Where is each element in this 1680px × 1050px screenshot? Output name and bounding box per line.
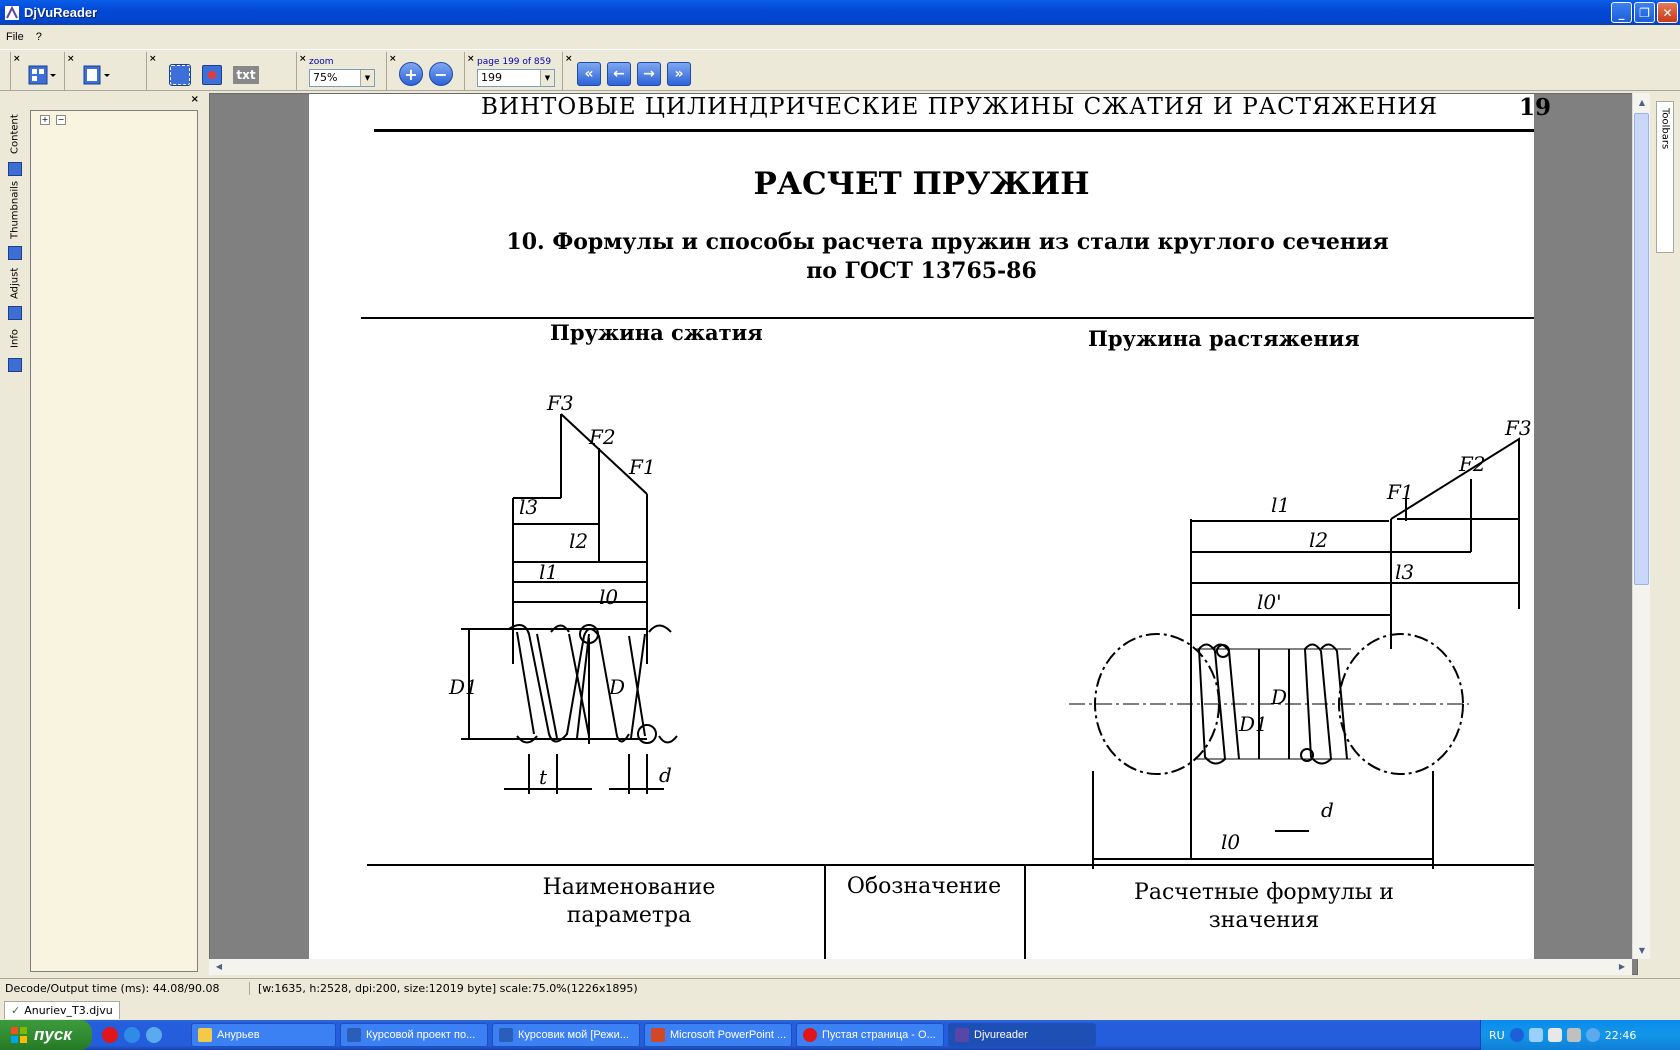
label-l0-prime: l0'	[1257, 590, 1282, 614]
expand-all-icon[interactable]: +	[41, 115, 49, 124]
label-f1: F1	[1387, 480, 1414, 504]
toolbar-close-mark[interactable]: ×	[67, 54, 75, 64]
document-viewer[interactable]	[209, 93, 1638, 975]
sidebar-close-icon[interactable]: ×	[190, 94, 199, 105]
page-number: 19	[1519, 94, 1552, 121]
tension-spring-drawing	[1009, 359, 1534, 879]
label-l2: l2	[569, 529, 589, 553]
left-arrow-icon: ←	[613, 66, 625, 82]
content-icon[interactable]	[8, 162, 22, 176]
page-value: 199	[481, 71, 502, 84]
table-top-rule	[361, 317, 1534, 319]
table-col-divider	[1024, 866, 1026, 959]
table-caption-line2: по ГОСТ 13765-86	[806, 258, 1037, 284]
running-head: ВИНТОВЫЕ ЦИЛИНДРИЧЕСКИЕ ПРУЖИНЫ СЖАТИЯ И РАСТЯЖЕНИЯ	[481, 94, 1438, 120]
label-f3: F3	[547, 391, 574, 415]
table-header-formulas: Расчетные формулы и значения	[1134, 880, 1394, 933]
task-label: Анурьев	[217, 1029, 260, 1041]
check-icon: ✓	[11, 1004, 21, 1017]
text-select-button[interactable]	[231, 62, 261, 88]
info-icon[interactable]	[8, 358, 22, 372]
label-d-outer: D	[1271, 685, 1288, 709]
task-label: Курсовой проект по...	[366, 1029, 476, 1041]
task-button[interactable]	[492, 1023, 640, 1047]
folder-icon	[198, 1028, 212, 1042]
task-label: Microsoft PowerPoint ...	[670, 1029, 787, 1041]
toolbar-group-zoom	[296, 52, 384, 90]
label-d-wire: d	[659, 763, 672, 787]
table-header-rule	[367, 864, 1534, 866]
toolbars-tab[interactable]	[1656, 101, 1674, 253]
task-label: Пустая страница - О...	[822, 1029, 936, 1041]
tension-spring-title: Пружина растяжения	[1088, 326, 1360, 351]
network-icon[interactable]	[1529, 1028, 1543, 1042]
system-tray	[1480, 1020, 1680, 1050]
label-l3: l3	[1395, 560, 1415, 584]
toolbar-group-layout	[10, 52, 62, 90]
first-page-button[interactable]	[577, 62, 601, 86]
decode-time: Decode/Output time (ms): 44.08/90.08	[0, 982, 250, 995]
close-button[interactable]: ✕	[1657, 2, 1678, 23]
sidebar-tabs	[4, 112, 26, 972]
window-title: DjVuReader	[24, 5, 98, 20]
zoom-label: zoom	[309, 57, 334, 67]
start-button[interactable]	[0, 1020, 92, 1050]
title-bar	[0, 0, 1680, 25]
label-f1: F1	[629, 455, 656, 479]
task-button[interactable]	[340, 1023, 488, 1047]
menu-file[interactable]: File	[6, 31, 24, 43]
toolbar-close-mark[interactable]: ×	[299, 54, 307, 64]
label-f3: F3	[1505, 416, 1532, 440]
plus-icon: +	[404, 64, 418, 84]
collapse-all-icon[interactable]: −	[57, 115, 65, 124]
toolbar-group-select	[146, 52, 274, 90]
table-caption-line1: 10. Формулы и способы расчета пружин из стали круглого сечения	[506, 229, 1389, 255]
document-tab[interactable]	[4, 1001, 120, 1019]
thumbnails-icon[interactable]	[8, 246, 22, 260]
label-l1: l1	[539, 560, 559, 584]
browser-icon[interactable]	[146, 1027, 162, 1043]
select-icon	[170, 65, 190, 85]
task-label: Djvureader	[974, 1029, 1028, 1041]
quick-launch	[92, 1027, 187, 1043]
page-label: page 199 of 859	[477, 57, 552, 67]
menu-bar	[0, 27, 1680, 47]
device-icon[interactable]	[1548, 1028, 1562, 1042]
start-label: пуск	[34, 1025, 72, 1044]
right-toolbar	[1650, 93, 1680, 975]
label-t: t	[539, 765, 548, 789]
label-f2: F2	[1459, 452, 1486, 476]
layout-icon	[27, 63, 57, 87]
toolbar	[0, 49, 1680, 91]
label-f2: F2	[589, 425, 616, 449]
taskbar	[0, 1020, 1680, 1050]
djvu-icon	[955, 1028, 969, 1042]
vertical-scrollbar[interactable]	[1632, 93, 1650, 959]
minus-icon: −	[434, 64, 448, 84]
task-button[interactable]	[644, 1023, 792, 1047]
toolbar-close-mark[interactable]: ×	[467, 54, 475, 64]
last-page-button[interactable]	[667, 62, 691, 86]
label-d-outer: D	[609, 675, 626, 699]
horizontal-scrollbar[interactable]	[209, 959, 1632, 975]
toolbar-group-zoom-buttons	[386, 52, 462, 90]
toolbar-group-pagenum	[464, 52, 560, 90]
restore-button[interactable]: ❐	[1634, 2, 1655, 23]
chevron-down-icon[interactable]: ▼	[540, 70, 554, 86]
next-page-button[interactable]	[637, 62, 661, 86]
task-button[interactable]	[796, 1023, 944, 1047]
label-l1: l1	[1271, 493, 1291, 517]
tab-adjust[interactable]: Adjust	[9, 267, 21, 299]
header-rule	[374, 129, 1534, 132]
scroll-down-icon[interactable]: ▼	[1638, 946, 1646, 955]
language-indicator[interactable]: RU	[1489, 1028, 1505, 1042]
volume-icon[interactable]	[1567, 1028, 1581, 1042]
toolbar-close-mark[interactable]: ×	[13, 54, 21, 64]
task-button[interactable]	[191, 1023, 336, 1047]
toolbars-label: Toolbars	[1659, 108, 1671, 150]
page-mode-button[interactable]	[79, 62, 113, 88]
scroll-up-icon[interactable]: ▲	[1638, 98, 1646, 107]
layout-button[interactable]	[25, 62, 59, 88]
tree-controls	[40, 115, 66, 125]
document-tabs	[0, 1000, 1680, 1020]
compression-spring-title: Пружина сжатия	[550, 320, 763, 345]
task-button-active[interactable]	[948, 1023, 1096, 1047]
windows-logo-icon	[10, 1026, 28, 1044]
prev-page-button[interactable]	[607, 62, 631, 86]
status-bar	[0, 978, 1680, 998]
toolbar-group-page	[64, 52, 144, 90]
snapshot-icon	[202, 65, 222, 85]
toolbar-close-mark[interactable]: ×	[149, 54, 157, 64]
label-d-wire: d	[1321, 798, 1334, 822]
snapshot-button[interactable]	[199, 62, 225, 88]
zoom-in-button[interactable]	[399, 62, 423, 86]
scroll-right-icon[interactable]: ▶	[1618, 962, 1626, 971]
scroll-left-icon[interactable]: ◀	[215, 962, 223, 971]
label-l0: l0	[1221, 830, 1241, 854]
text-icon: txt	[233, 66, 258, 84]
table-header-symbol: Обозначение	[846, 874, 1002, 899]
scroll-thumb[interactable]	[1634, 113, 1649, 585]
tab-info[interactable]: Info	[9, 329, 21, 349]
document-page	[309, 94, 1552, 959]
compression-spring-drawing	[449, 374, 719, 824]
menu-help[interactable]: ?	[35, 31, 42, 43]
label-l2: l2	[1309, 528, 1329, 552]
adjust-icon[interactable]	[8, 306, 22, 320]
tray-arrow-icon[interactable]	[1510, 1028, 1524, 1042]
table-col-divider	[824, 866, 826, 959]
label-l0: l0	[599, 585, 619, 609]
page-info: [w:1635, h:2528, dpi:200, size:12019 byte] scale:75.0%(1226x1895)	[258, 982, 638, 995]
security-icon[interactable]	[1586, 1028, 1600, 1042]
toolbar-close-mark[interactable]: ×	[565, 54, 573, 64]
page-heading: РАСЧЕТ ПРУЖИН	[753, 166, 1090, 202]
double-left-arrow-icon: «	[584, 66, 594, 82]
powerpoint-icon	[651, 1028, 665, 1042]
label-l3: l3	[519, 495, 539, 519]
document-tab-label: Anuriev_T3.djvu	[24, 1004, 113, 1017]
task-label: Курсовик мой [Режи...	[518, 1029, 629, 1041]
toolbar-group-nav	[562, 52, 702, 90]
chevron-down-icon[interactable]: ▼	[360, 70, 374, 86]
opera-icon[interactable]	[102, 1027, 118, 1043]
clock: 22:46	[1604, 1028, 1637, 1042]
page-select[interactable]	[477, 69, 555, 87]
zoom-select[interactable]	[309, 69, 375, 87]
double-right-arrow-icon: »	[674, 66, 684, 82]
tab-thumbnails[interactable]: Thumbnails	[9, 180, 21, 240]
label-d1: D1	[1239, 712, 1268, 736]
app-icon	[4, 5, 20, 21]
ie-icon[interactable]	[124, 1027, 140, 1043]
label-d1: D1	[449, 675, 478, 699]
toolbar-close-mark[interactable]: ×	[389, 54, 397, 64]
page-icon	[81, 63, 111, 87]
sidebar	[0, 92, 205, 977]
opera-icon	[803, 1028, 817, 1042]
select-region-button[interactable]	[167, 62, 193, 88]
content-panel	[30, 110, 198, 972]
word-icon	[499, 1028, 513, 1042]
word-icon	[347, 1028, 361, 1042]
zoom-out-button[interactable]	[429, 62, 453, 86]
zoom-value: 75%	[313, 71, 338, 84]
minimize-button[interactable]: _	[1611, 2, 1632, 23]
right-arrow-icon: →	[643, 66, 655, 82]
tab-content[interactable]: Content	[9, 114, 21, 155]
table-header-parameter: Наименование параметра	[542, 875, 716, 928]
